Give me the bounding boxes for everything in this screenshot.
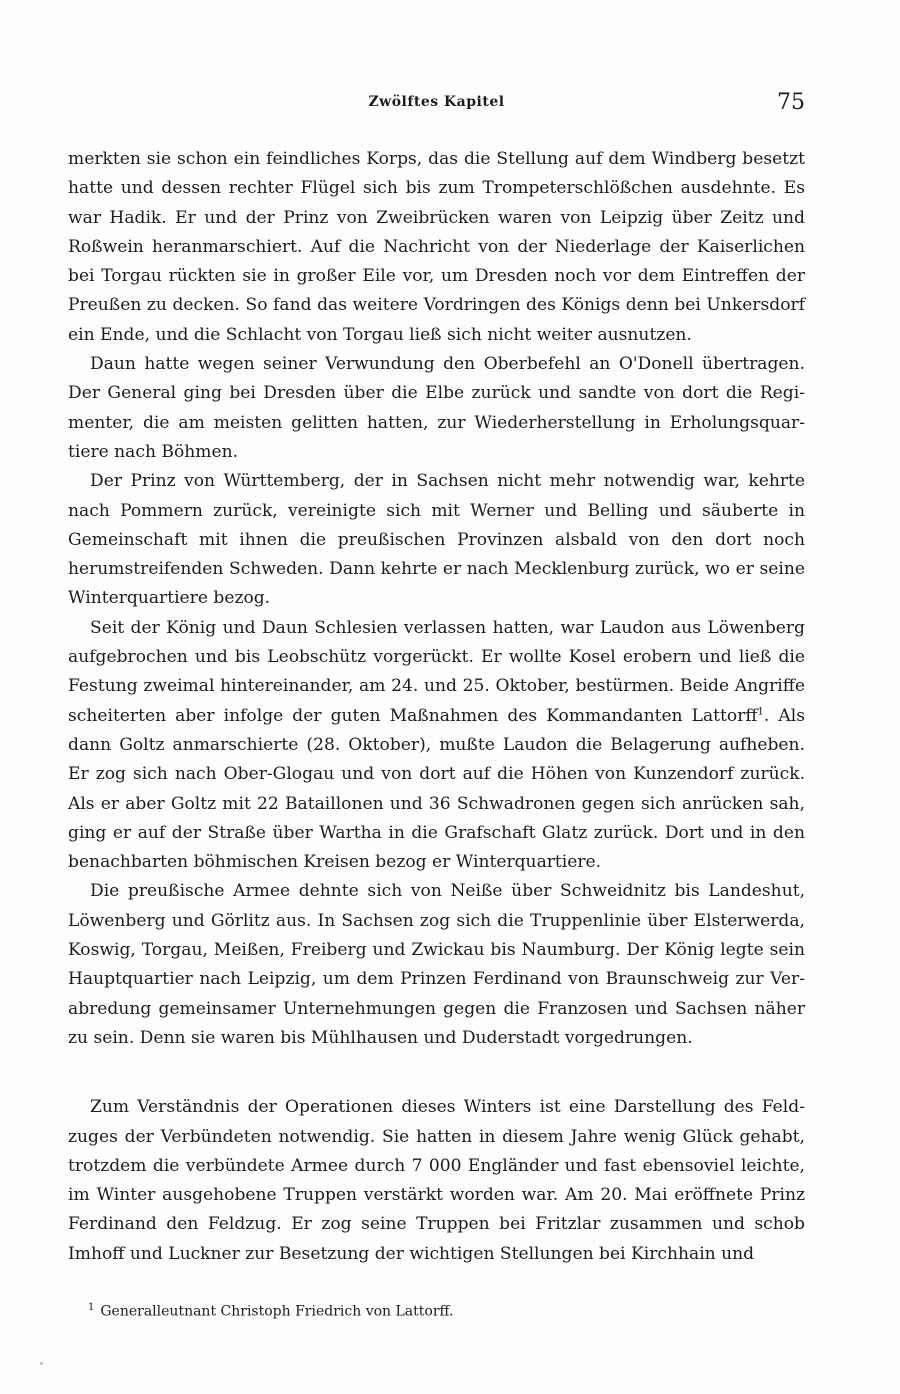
paragraph-4 (68, 614, 805, 878)
body-text (68, 145, 805, 1269)
paragraph-6: Zum Verständnis der Operationen dieses Winters ist eine Darstellung des Feldzuges der Verbündeten notwendig. Sie hatten in diesem Jahre wenig Glück gehabt, trotzdem die verbündete Armee durch 7 000 Engländer und fast ebensoviel leichte, im Winter ausgehobene Truppen verstärkt worden war. Am 20. Mai eröffnete Prinz Ferdinand den Feldzug. Er zog seine Truppen bei Fritzlar zusammen und schob Imhoff und Luckner zur Besetzung der wichtigen Stellungen bei Kirchhain und (68, 1097, 805, 1264)
paragraph-4-continued: Als dann Goltz anmarschierte (28. Oktober), mußte Laudon die Belagerung aufheben. Er zog sich nach Ober-Glogau und von dort auf die Höhen von Kunzendorf zurück. Als er aber Goltz mit 22 Bataillonen und 36 Schwadronen gegen sich anrücken sah, ging er auf der Straße über Wartha in die Grafschaft Glatz zurück. Dort und in den benachbarten böhmischen Kreisen bezog er Winterquartiere. (68, 705, 805, 873)
paragraph-5: Die preußische Armee dehnte sich von Neiße über Schweidnitz bis Landeshut, Löwenberg und Görlitz aus. In Sachsen zog sich die Truppenlinie über Elsterwerda, Koswig, Torgau, Meißen, Freiberg und Zwickau bis Naumburg. Der König legte sein Hauptquartier nach Leipzig, um dem Prinzen Ferdinand von Braunschweig zur Verabredung gemeinsamer Unternehmungen gegen die Franzosen und Sachsen näher zu sein. Denn sie waren bis Mühlhausen und Duderstadt vorgedrungen. (68, 881, 805, 1048)
footnote-reference: 1 (757, 705, 764, 717)
footnote-marker: 1 (88, 1302, 95, 1313)
running-header (68, 90, 805, 118)
chapter-running-title: Zwölftes Kapitel (368, 94, 505, 110)
paper-speck (40, 1362, 43, 1365)
section-break (68, 1053, 805, 1093)
paragraph-4-end: . (763, 705, 770, 726)
paragraph-3: Der Prinz von Württemberg, der in Sachsen nicht mehr notwendig war, kehrte nach Pommern zurück, vereinigte sich mit Werner und Belling und säuberte in Gemeinschaft mit ihnen die preußischen Provinzen alsbald von den dort noch herumstreifenden Schweden. Dann kehrte er nach Mecklenburg zurück, wo er seine Winterquartiere bezog. (68, 471, 805, 609)
footnote-text: Generalleutnant Christoph Friedrich von Lattorff. (100, 1303, 454, 1320)
footnote (88, 1298, 788, 1322)
paragraph-1: merkten sie schon ein feindliches Korps, das die Stellung auf dem Windberg besetzt hatte und dessen rechter Flügel sich bis zum Trompeterschlößchen ausdehnte. Es war Hadik. Er und der Prinz von Zweibrücken waren von Leipzig über Zeitz und Roßwein heranmarschiert. Auf die Nachricht von der Niederlage der Kaiserlichen bei Torgau rückten sie in großer Eile vor, um Dresden noch vor dem Eintreffen der Preußen zu decken. So fand das weitere Vordringen des Königs denn bei Unkersdorf ein Ende, und die Schlacht von Torgau ließ sich nicht weiter ausnutzen. (68, 149, 805, 345)
paragraph-2: Daun hatte wegen seiner Verwundung den Oberbefehl an O'Donell übertragen. Der General ging bei Dresden über die Elbe zurück und sandte von dort die Regimenter, die am meisten gelitten hatten, zur Wiederherstellung in Erholungsquartiere nach Böhmen. (68, 354, 805, 462)
paragraph-4-text: Seit der König und Daun Schlesien verlassen hatten, war Laudon aus Löwenberg aufgebrochen und bis Leobschütz vorgerückt. Er wollte Kosel erobern und ließ die Festung zweimal hintereinander, am 24. und 25. Oktober, bestürmen. Beide Angriffe scheiterten aber infolge der guten Maßnahmen des Kommandanten Lattorff (68, 617, 805, 726)
page-number: 75 (777, 90, 805, 115)
